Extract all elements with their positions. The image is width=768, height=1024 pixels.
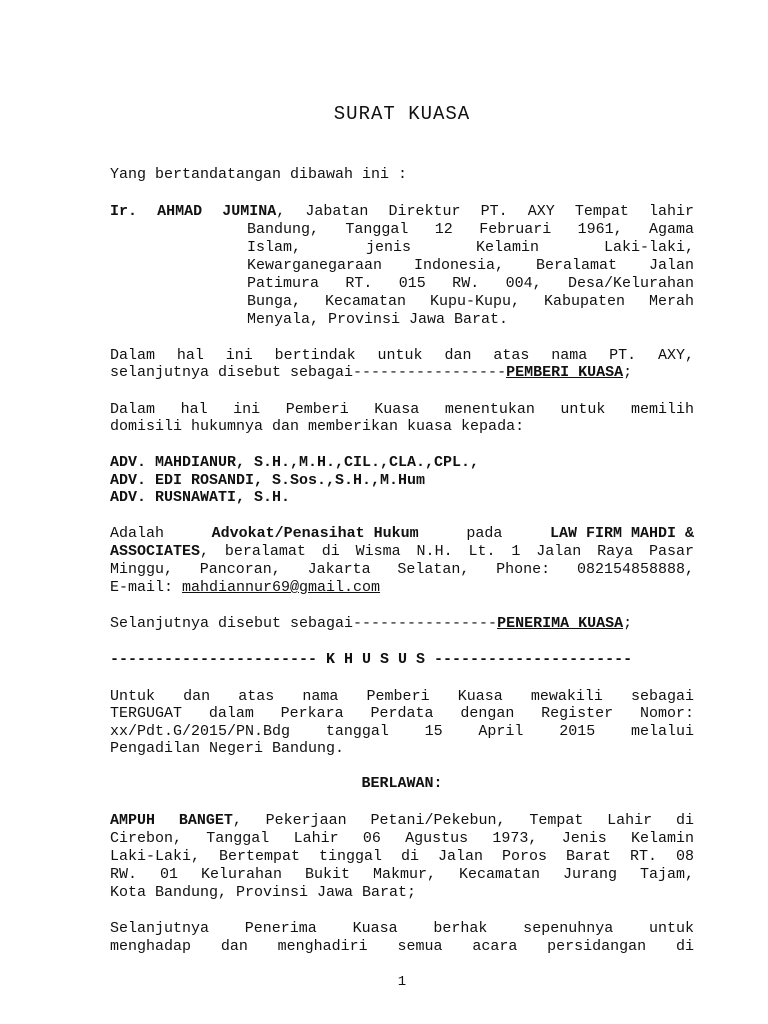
recipient-role-label: PENERIMA KUASA — [497, 615, 624, 632]
domicile-line-2: domisili hukumnya dan memberikan kuasa kepada: — [110, 418, 525, 435]
grantor-line: Bandung, Tanggal 12 Februari 1961, Agama — [247, 221, 694, 238]
opponent-line-1-rest: , Pekerjaan Petani/Pekebun, Tempat Lahir di — [232, 812, 694, 829]
recipient-line — [110, 615, 694, 633]
grantor-line: Menyala, Provinsi Jawa Barat. — [247, 311, 509, 328]
acting-suffix: ; — [623, 364, 633, 381]
acting-line-2 — [110, 364, 694, 382]
firm-line-2 — [110, 543, 694, 561]
opponent-line: Laki-Laki, Bertempat tinggal di Jalan Poros Barat RT. 08 — [110, 848, 694, 865]
purpose-line: TERGUGAT dalam Perkara Perdata dengan Register Nomor: — [110, 705, 694, 722]
firm-line-3: Minggu, Pancoran, Jakarta Selatan, Phone: 082154858888, — [110, 561, 694, 578]
opponent-heading: BERLAWAN: — [361, 775, 443, 792]
khusus-divider: ----------------------- K H U S U S ---------------------- — [110, 651, 633, 668]
grantor-role-label: PEMBERI KUASA — [506, 364, 624, 381]
grantor-line-1 — [110, 203, 694, 221]
attorney-name: ADV. MAHDIANUR, S.H.,M.H.,CIL.,CLA.,CPL., — [110, 454, 480, 471]
firm-line-4 — [110, 579, 694, 597]
attorney-name: ADV. RUSNAWATI, S.H. — [110, 489, 291, 506]
email-link[interactable]: mahdiannur69@gmail.com — [182, 579, 381, 596]
recipient-suffix: ; — [623, 615, 633, 632]
grantor-line: Kewarganegaraan Indonesia, Beralamat Jalan — [247, 257, 694, 274]
domicile-line-1: Dalam hal ini Pemberi Kuasa menentukan untuk memilih — [110, 401, 694, 418]
purpose-line: Pengadilan Negeri Bandung. — [110, 740, 345, 757]
opponent-line-1 — [110, 812, 694, 830]
document-title: SURAT KUASA — [333, 103, 471, 125]
attorney-name: ADV. EDI ROSANDI, S.Sos.,S.H.,M.Hum — [110, 472, 426, 489]
grantor-line: Patimura RT. 015 RW. 004, Desa/Kelurahan — [247, 275, 694, 292]
grantor-line: Islam, jenis Kelamin Laki-laki, — [247, 239, 694, 256]
page-number: 1 — [397, 974, 407, 990]
purpose-line: Untuk dan atas nama Pemberi Kuasa mewakili sebagai — [110, 688, 694, 705]
acting-line-1: Dalam hal ini bertindak untuk dan atas nama PT. AXY, — [110, 347, 694, 364]
closing-line: Selanjutnya Penerima Kuasa berhak sepenuhnya untuk — [110, 920, 694, 937]
opponent-line: Cirebon, Tanggal Lahir 06 Agustus 1973, Jenis Kelamin — [110, 830, 694, 847]
firm-pada: pada — [466, 525, 503, 542]
firm-line-1 — [110, 525, 694, 543]
grantor-name: Ir. AHMAD JUMINA — [110, 203, 277, 220]
firm-adalah: Adalah — [110, 525, 165, 542]
opponent-line: Kota Bandung, Provinsi Jawa Barat; — [110, 884, 417, 901]
acting-prefix: selanjutnya disebut sebagai----------------- — [110, 364, 507, 381]
opponent-line: RW. 01 Kelurahan Bukit Makmur, Kecamatan Jurang Tajam, — [110, 866, 694, 883]
email-label: E-mail: — [110, 579, 183, 596]
firm-name-part-1: LAW FIRM MAHDI & — [549, 525, 694, 542]
purpose-line: xx/Pdt.G/2015/PN.Bdg tanggal 15 April 2015 melalui — [110, 723, 694, 740]
closing-line: menghadap dan menghadiri semua acara persidangan di — [110, 938, 694, 955]
recipient-prefix: Selanjutnya disebut sebagai---------------- — [110, 615, 498, 632]
opponent-name: AMPUH BANGET — [110, 812, 233, 829]
grantor-line: Bunga, Kecamatan Kupu-Kupu, Kabupaten Merah — [247, 293, 694, 310]
opening-line: Yang bertandatangan dibawah ini : — [110, 166, 408, 183]
firm-address: , beralamat di Wisma N.H. Lt. 1 Jalan Raya Pasar — [200, 543, 694, 560]
grantor-line-1-rest: , Jabatan Direktur PT. AXY Tempat lahir — [276, 203, 694, 220]
firm-name-part-2: ASSOCIATES — [110, 543, 201, 560]
firm-role: Advokat/Penasihat Hukum — [211, 525, 419, 542]
